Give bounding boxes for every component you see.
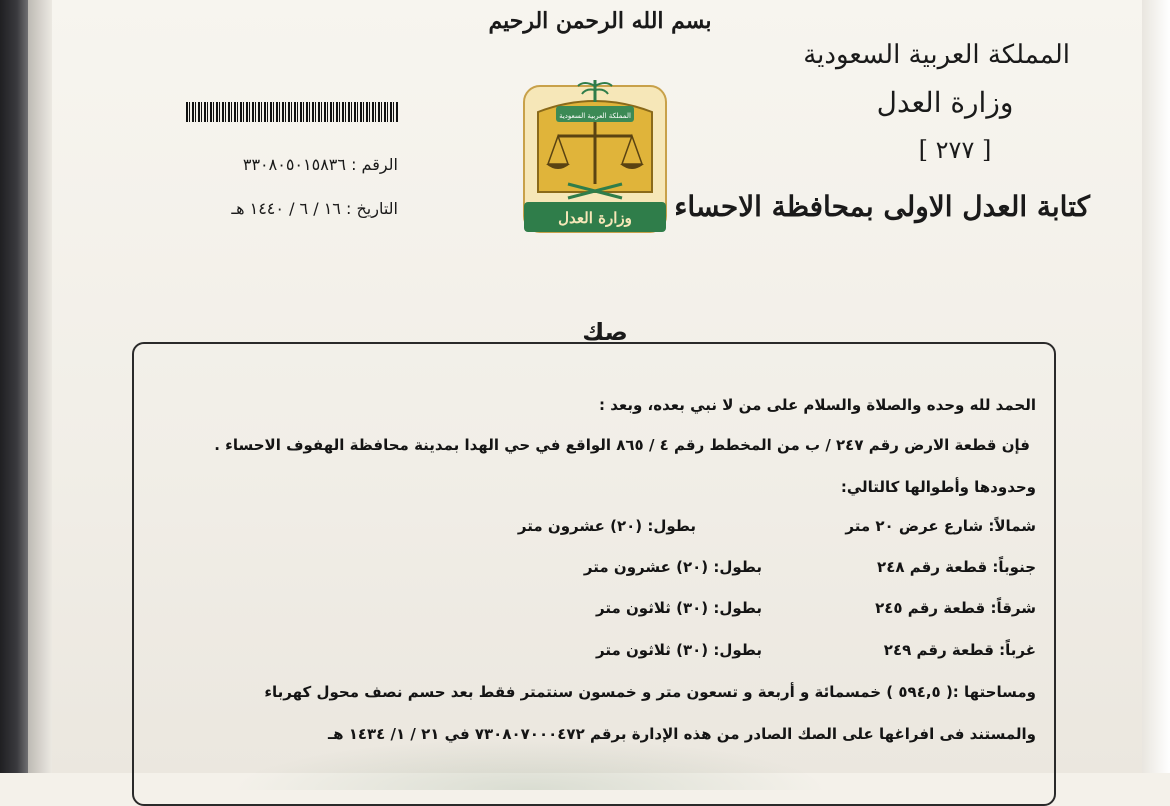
security-watermark (180, 730, 880, 790)
deed-number-row (186, 155, 398, 174)
bound-south-length: بطول: (٢٠) عشرون متر (583, 558, 762, 576)
scan-left-edge (0, 0, 28, 773)
bound-east-direction: شرقاً: قطعة رقم ٢٤٥ (875, 599, 1036, 617)
bound-west-direction: غرباً: قطعة رقم ٢٤٩ (883, 641, 1036, 659)
opening-line: الحمد لله وحده والصلاة والسلام على من لا نبي بعده، وبعد : (599, 396, 1036, 414)
bounds-heading: وحدودها وأطوالها كالتالي: (840, 478, 1036, 496)
deed-number-label: الرقم : (351, 155, 398, 174)
deed-date-label: التاريخ : (345, 199, 398, 218)
barcode (186, 102, 398, 122)
reference-statement: والمستند فى افراغها على الصك الصادر من هذه الإدارة برقم ٧٣٠٨٠٧٠٠٠٤٧٢ في ٢١ / ١/ ١٤٣٤ هـ (327, 725, 1036, 743)
bound-south-direction: جنوباً: قطعة رقم ٢٤٨ (877, 558, 1036, 576)
office-number: [ ٢٧٧ ] (918, 136, 992, 164)
document-title: صك (582, 318, 628, 346)
scan-page-shadow (28, 0, 52, 773)
deed-date-row (186, 199, 398, 218)
deed-number: ٣٣٠٨٠٥٠١٥٨٣٦ (242, 155, 346, 174)
ministry-name: وزارة العدل (876, 86, 1014, 119)
scan-right-edge (1142, 0, 1170, 773)
bound-north-direction: شمالاً: شارع عرض ٢٠ متر (845, 517, 1036, 535)
bound-north-length: بطول: (٢٠) عشرون متر (517, 517, 696, 535)
parcel-statement: فإن قطعة الارض رقم ٢٤٧ / ب من المخطط رقم ٤ / ٨٦٥ الواقع في حي الهدا بمدينة محافظة الهفوف الاحساء . (214, 436, 1030, 454)
area-statement: ومساحتها :( ٥٩٤,٥ ) خمسمائة و أربعة و تسعون متر و خمسون سنتمتر فقط بعد حسم نصف محول كهرباء (264, 683, 1036, 701)
kingdom-name: المملكة العربية السعودية (803, 40, 1070, 70)
emblem-top-text: المملكة العربية السعودية (559, 112, 631, 120)
deed-date: ١٦ / ٦ / ١٤٤٠ هـ (231, 199, 341, 218)
emblem-caption: وزارة العدل (558, 209, 632, 227)
ministry-emblem-icon (518, 72, 672, 236)
notary-office: كتابة العدل الاولى بمحافظة الاحساء (674, 190, 1090, 223)
bound-west-length: بطول: (٣٠) ثلاثون متر (596, 641, 762, 659)
basmala: بسم الله الرحمن الرحيم (488, 8, 712, 34)
bound-east-length: بطول: (٣٠) ثلاثون متر (596, 599, 762, 617)
